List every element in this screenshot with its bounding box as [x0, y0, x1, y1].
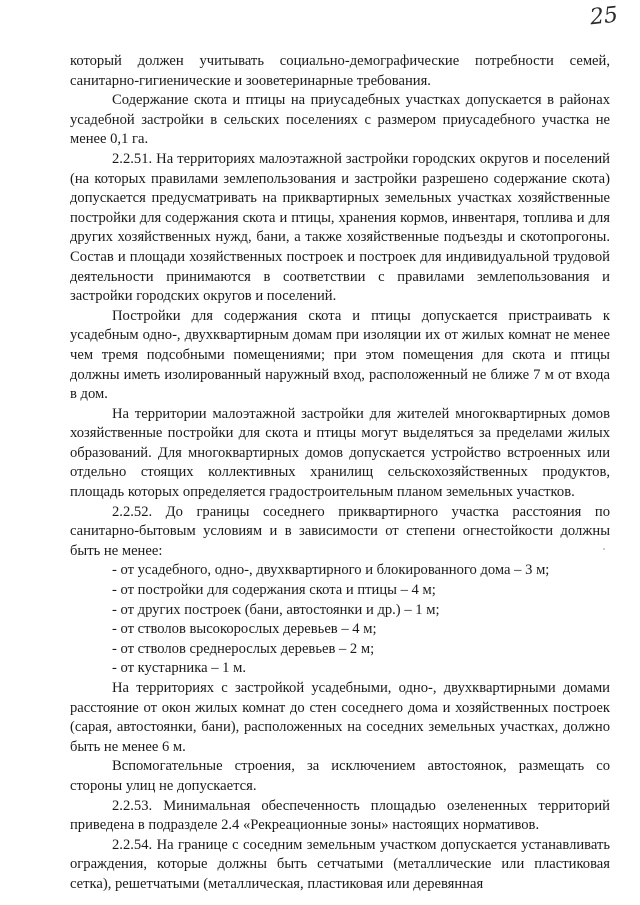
- paragraph: На территории малоэтажной застройки для жителей многоквартирных домов хозяйственные постройки для скота и птицы могут выделяться за пределами жилых образований. Для многоквартирных домов допускается устройство встроенных или отдельно стоящих коллективных хранилищ сельскохозяйственных продуктов, площадь которых определяется градостроительным планом земельных участков.: [70, 405, 610, 501]
- paragraph-2-2-53: 2.2.53. Минимальная обеспеченность площадью озелененных территорий приведена в подразделе 2.4 «Рекреационные зоны» настоящих нормативов.: [70, 797, 610, 834]
- paragraph-2-2-52: 2.2.52. До границы соседнего приквартирного участка расстояния по санитарно-бытовым условиям и в зависимости от степени огнестойкости должны быть не менее:: [70, 503, 610, 559]
- paragraph: На территориях с застройкой усадебными, одно-, двухквартирными домами расстояние от окон жилых комнат до стен соседнего дома и хозяйственных построек (сарая, автостоянки, бани), расположенных на соседних земельных участках, должно быть не менее 6 м.: [70, 680, 610, 755]
- list-item: - от кустарника – 1 м.: [112, 660, 247, 677]
- list-item: - от постройки для содержания скота и птицы – 4 м;: [112, 582, 436, 599]
- paragraph: Вспомогательные строения, за исключением автостоянок, размещать со стороны улиц не допускается.: [70, 758, 610, 794]
- paragraph: Содержание скота и птицы на приусадебных участках допускается в районах усадебной застройки в сельских поселениях с размером приусадебного участка не менее 0,1 га.: [70, 92, 610, 148]
- document-body: [70, 52, 610, 895]
- paragraph: Постройки для содержания скота и птицы допускается пристраивать к усадебным одно-, двухквартирным домам при изоляции их от жилых комнат не менее чем тремя подсобными помещениями; при этом помещения для скота и птицы должны иметь изолированный наружный вход, расположенный не ближе 7 м от входа в дом.: [70, 307, 610, 403]
- paragraph-2-2-54: 2.2.54. На границе с соседним земельным участком допускается устанавливать ограждения, которые должны быть сетчатыми (металлические или пластиковая сетка), решетчатыми (металлическая, пластиковая или деревянная: [70, 836, 610, 892]
- paragraph-continuation: который должен учитывать социально-демографические потребности семей, санитарно-гигиенические и зооветеринарные требования.: [70, 53, 610, 89]
- list-item: - от усадебного, одно-, двухквартирного и блокированного дома – 3 м;: [112, 562, 550, 579]
- distance-list: [70, 561, 610, 679]
- list-item: - от других построек (бани, автостоянки и др.) – 1 м;: [112, 601, 440, 618]
- list-item: - от стволов высокорослых деревьев – 4 м;: [112, 621, 377, 638]
- list-item: - от стволов среднерослых деревьев – 2 м;: [112, 640, 375, 657]
- paragraph-2-2-51: 2.2.51. На территориях малоэтажной застройки городских округов и поселений (на которых правилами землепользования и застройки разрешено содержание скота) допускается предусматривать на приквартирных земельных участках хозяйственные постройки для содержания скота и птицы, хранения кормов, инвентаря, топлива и для других хозяйственных нужд, бани, а также хозяйственные подъезды и скотопрогоны. Состав и площади хозяйственных построек и построек для индивидуальной трудовой деятельности принимаются в соответствии с правилами землепользования и застройки городских округов и поселений.: [70, 150, 610, 305]
- handwritten-page-number: 25: [588, 2, 620, 31]
